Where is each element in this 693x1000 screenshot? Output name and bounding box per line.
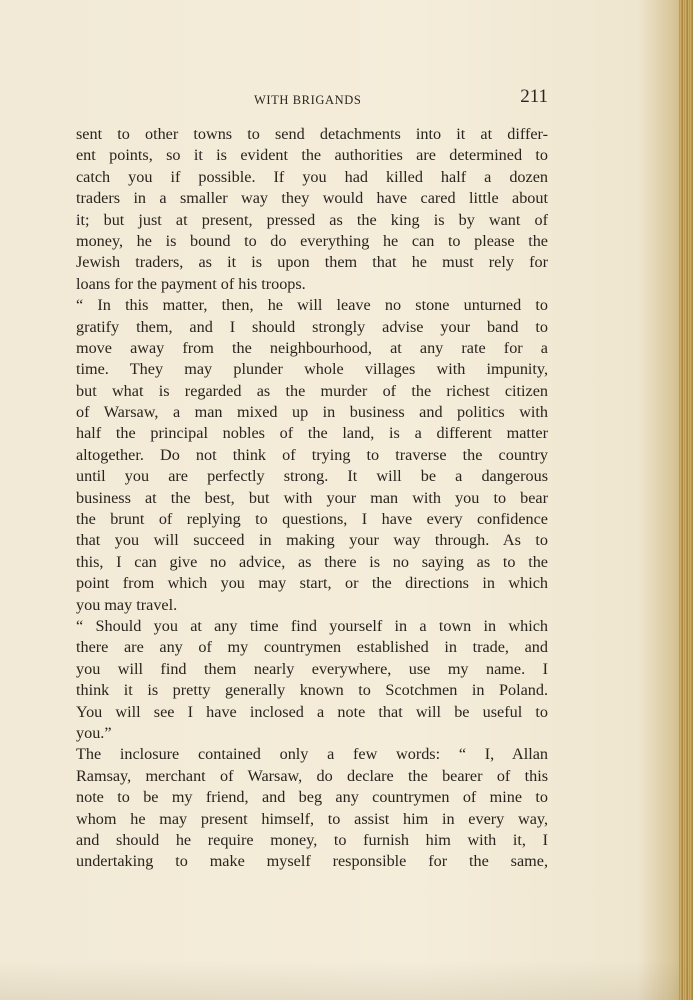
text-line: the brunt of replying to questions, I have every confidence [76,510,548,529]
text-line: ent points, so it is evident the authorities are determined to [76,146,548,165]
text-line: you will find them nearly everywhere, use my name. I [76,659,548,678]
text-line: gratify them, and I should strongly advise your band to [76,317,548,336]
text-line: catch you if possible. If you had killed half a dozen [76,167,548,186]
text-line: this, I can give no advice, as there is no saying as to the [76,552,548,571]
text-line: you.” [76,723,112,742]
text-line: You will see I have inclosed a note that will be useful to [76,702,548,721]
text-line: you may travel. [76,595,178,614]
text-line: but what is regarded as the murder of the richest citizen [76,381,548,400]
text-line: “ Should you at any time find yourself in a town in which [76,616,548,635]
text-line: altogether. Do not think of trying to traverse the country [76,445,548,464]
text-line: loans for the payment of his troops. [76,274,306,293]
page-shadow [0,960,693,1000]
running-title: WITH BRIGANDS [254,93,362,107]
text-line: that you will succeed in making your way through. As to [76,531,548,550]
text-line: move away from the neighbourhood, at any rate for a [76,338,548,357]
text-line: “ In this matter, then, he will leave no stone unturned to [76,296,548,315]
text-line: business at the best, but with your man with you to bear [76,488,548,507]
text-line: traders in a smaller way they would have cared little about [76,189,548,208]
text-line: undertaking to make myself responsible for the same, [76,852,548,871]
text-line: Jewish traders, as it is upon them that he must rely for [76,253,548,272]
text-line: half the principal nobles of the land, is a different matter [76,424,548,443]
text-line: point from which you may start, or the directions in which [76,574,548,593]
text-line: note to be my friend, and beg any countrymen of mine to [76,788,548,807]
text-line: money, he is bound to do everything he can to please the [76,231,548,250]
text-line: sent to other towns to send detachments into it at differ- [76,125,548,143]
page-number: 211 [520,86,548,107]
text-line: think it is pretty generally known to Scotchmen in Poland. [76,681,548,700]
book-spine-edge [679,0,693,1000]
text-line: of Warsaw, a man mixed up in business and politics with [76,403,548,422]
text-line: it; but just at present, pressed as the king is by want of [76,210,548,229]
text-line: until you are perfectly strong. It will be a dangerous [76,467,548,486]
text-line: Ramsay, merchant of Warsaw, do declare the bearer of this [76,766,548,785]
text-line: The inclosure contained only a few words: “ I, Allan [76,745,548,764]
page-header [76,86,548,114]
text-line: whom he may present himself, to assist him in every way, [76,809,548,828]
body-text [76,124,548,873]
text-line: time. They may plunder whole villages with impunity, [76,360,548,379]
text-line: and should he require money, to furnish him with it, I [76,830,548,849]
text-line: there are any of my countrymen established in trade, and [76,638,548,657]
